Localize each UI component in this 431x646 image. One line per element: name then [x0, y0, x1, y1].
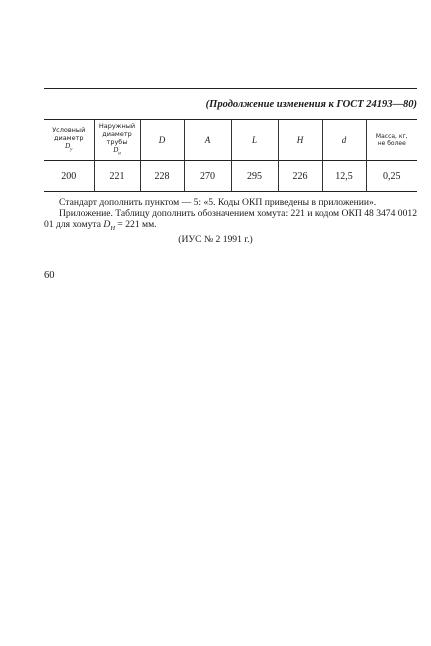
amendment-paragraph-2 — [44, 208, 417, 234]
source-note: (ИУС № 2 1991 г.) — [178, 234, 253, 245]
header-nominal-symbol — [44, 142, 94, 154]
cell-outer-diameter: 221 — [94, 161, 140, 192]
header-outer-line2: диаметр — [102, 129, 132, 138]
amendment-paragraph-2-end: = 221 мм. — [117, 219, 157, 230]
amendment-paragraph-1: Стандарт дополнить пунктом — 5: «5. Коды ОКП приведены в приложении». — [59, 197, 377, 208]
table-header-row — [44, 120, 417, 161]
cell-d-lower: 12,5 — [322, 161, 366, 192]
header-h: H — [278, 120, 322, 161]
header-nominal-symbol-sub: у — [70, 147, 73, 153]
cell-l: 295 — [231, 161, 278, 192]
dimensions-table — [44, 119, 417, 192]
header-outer-line1: Наружный — [98, 121, 136, 130]
header-mass-line2: не более — [377, 140, 406, 147]
header-outer-diameter — [94, 120, 140, 161]
header-outer-line3: трубы — [106, 137, 128, 146]
cell-mass: 0,25 — [366, 161, 417, 192]
header-nominal-symbol-main: D — [65, 141, 71, 150]
header-outer-symbol-main: D — [113, 145, 119, 154]
amendment-paragraph-2-symbol: D — [103, 219, 111, 230]
header-mass — [366, 120, 417, 161]
amendment-paragraph-2-text: Приложение. Таблицу дополнить обозначением хомута: 221 и кодом ОКП 48 3474 0012 01 для хомута — [44, 208, 417, 230]
header-d-lower: d — [322, 120, 366, 161]
cell-h: 226 — [278, 161, 322, 192]
header-a: A — [184, 120, 231, 161]
header-mass-line1: Масса, кг, — [375, 132, 408, 140]
table-row — [44, 161, 417, 192]
amendment-paragraph-2-sub: Н — [110, 224, 116, 232]
cell-a: 270 — [184, 161, 231, 192]
cell-d-upper: 228 — [140, 161, 184, 192]
header-rule — [44, 88, 417, 89]
continuation-title: (Продолжение изменения к ГОСТ 24193—80) — [205, 99, 417, 110]
page-number: 60 — [44, 270, 55, 281]
cell-nominal-diameter: 200 — [44, 161, 94, 192]
header-nominal-line1: Условный — [52, 125, 86, 134]
header-nominal-line2: диаметр — [53, 133, 84, 142]
header-nominal-diameter — [44, 120, 94, 161]
header-d-upper: D — [140, 120, 184, 161]
header-l: L — [231, 120, 278, 161]
header-outer-symbol-sub: н — [118, 151, 121, 157]
header-outer-symbol — [95, 146, 140, 158]
